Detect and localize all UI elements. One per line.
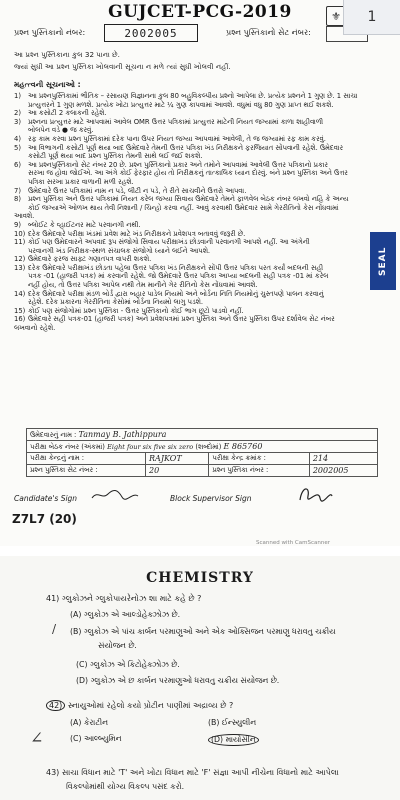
option-42-c[interactable]: (C) આલ્બ્યુમિન xyxy=(70,734,122,743)
instruction-line: નહીં હોય, તો ઉત્તર પત્રિકા આપેલ નથી તેમ માનીને ગેર રીતિનો કેસ નોંધવામાં આવશે. xyxy=(28,281,258,290)
instruction-line: 1) આ પ્રશ્નપુસ્તિકામાં ભૌતિક – રસાયણ વિજ્ઞાનના કુલ 80 બહુવિકલ્પીય પ્રશ્નો આપેલા છે. પ્રત્યેક પ્રશ્નને 1 ગુણ છે. 1 સાચા xyxy=(14,92,358,100)
margin-mark-icon: ∠ xyxy=(30,728,44,747)
page-count-line: આ પ્રશ્ન પુસ્તિકાના કુલ 32 પાના છે. xyxy=(14,50,120,59)
instruction-line xyxy=(14,333,358,342)
table-row xyxy=(27,429,378,441)
booklet-number-label: પ્રશ્ન પુસ્તિકાનો નંબર: xyxy=(14,28,86,37)
section-title: CHEMISTRY xyxy=(146,570,254,586)
candidate-sign-label: Candidate's Sign xyxy=(14,494,78,503)
instruction-line: 7) ઉમેદવારે ઉત્તર પત્રિકામાં નામ ન પડે, લીટી ન પડે, તે રીતે સાચવીને ઉત્તરો આપવા. xyxy=(14,186,247,195)
instruction-line: પ્રત્યુત્તરને 1 ગુણ મળશે. પ્રત્યેક ખોટા પ્રત્યુત્તર માટે ¼ ગુણ કાપવામાં આવશે. વધુમાં વધુ 80 ગુણ પ્રાપ્ત થઈ શકશે. xyxy=(28,100,334,109)
option-42-a[interactable]: (A) કેરાટીન xyxy=(70,718,108,727)
instruction-line: 4) રફ કામ કરવા પ્રશ્ન પુસ્તિકામાં દરેક પાના ઉપર નિયત જગ્યા આપવામાં આવેલી, તે જ જગ્યામાં રફ કામ કરવું. xyxy=(14,134,326,143)
option-42-b[interactable]: (B) ઈન્સ્યુલીન xyxy=(208,718,257,727)
instruction-line: 14) દરેક ઉમેદવારે પરીક્ષા મંડળ બોર્ડ દ્વારા બહાર પાડેલ નિયમો અને બોર્ડના નિતિ નિયમોનું ચુસ્તપણે પાલન કરવાનું xyxy=(14,289,324,298)
booklet-no: 2002005 xyxy=(312,466,349,475)
instruction-line: 10) દરેક ઉમેદવારે પરીક્ષા ખંડમાં પ્રવેશ માટે ખંડ નિરીક્ષકને પ્રવેશપત્ર બતાવવું જરૂરી છે. xyxy=(14,229,246,238)
page-gap xyxy=(0,546,400,556)
center-name: RAJKOT xyxy=(149,454,182,463)
instruction-line: 6) આ પ્રશ્નપુસ્તિકાનો સેટ નંબર 20 છે. પ્રશ્ન પુસ્તિકાનો પ્રકાર અને તમોને આપવામાં આવેલી ઉત્તર પત્રિકાનો પ્રકાર xyxy=(14,160,328,169)
candidate-details-table xyxy=(26,428,378,477)
option-41-b[interactable]: (B) ગ્લુકોઝ એ પાંચ કાર્બન પરમાણુઓ અને એક ઓક્સિજન પરમાણુ ધરાવતુ ચક્રીય xyxy=(70,627,336,636)
instructions-list xyxy=(14,92,358,350)
instruction-line: 12) ઉમેદવારે ફરજ સાફ્ટ ગણાતપત્ર વાપરી શકશે. xyxy=(14,255,152,264)
instruction-line: 5) આ વિભાગની કસોટી પૂર્ણ થયા બાદ ઉમેદવારે તેમની ઉત્તર પત્રિકા ખંડ નિરીક્ષકને ફરજિયાત સોંપવાની રહેશે. ઉમેદવાર xyxy=(14,143,344,152)
center-no: 214 xyxy=(312,454,329,463)
option-41-d[interactable]: (D) ગ્લુકોઝ એ છ કાર્બન પરમાણુઓ ધરાવતુ ચક્રીય સંયોજન છે. xyxy=(76,676,280,685)
seat-number: E 865760 xyxy=(223,441,263,451)
instruction-line: બોલપેન વડે ● જ કરવું. xyxy=(28,126,94,135)
instruction-line: 2) આ કસોટી 2 કલાકની રહેશે. xyxy=(14,109,107,118)
instruction-line: 13) દરેક ઉમેદવારે પરીક્ષાખંડ છોડતા પહેલા ઉત્તર પત્રિકા ખંડ નિરીક્ષકને સોંપી ઉત્તર પત્રિકા પરત કર્યાં બદલની સહી xyxy=(14,263,324,272)
instruction-line: પરવાનગી ખંડ નિરીક્ષક-સ્થળ સંચાલક સંજોગો ધ્યાને લઈને આપશે. xyxy=(28,246,211,255)
set-no: 20 xyxy=(149,466,160,475)
booklet-no-label: પ્રશ્ન પુસ્તિકા નંબર : xyxy=(212,466,269,474)
table-row xyxy=(27,453,378,465)
candidate-name: Tanmay B. Jathippura xyxy=(78,429,167,439)
seat-words: Eight four six five six zero xyxy=(107,442,194,451)
question-43-cont: વિકલ્પોમાંથી યોગ્ય વિકલ્પ પસંદ કરો. xyxy=(66,782,185,791)
question-42: 42) સ્નાયુઓમાં રહેલો કયો પ્રોટીન પાણીમાં અદ્રાવ્ય છે ? xyxy=(46,700,233,711)
center-no-label: પરીક્ષા કેન્દ્ર ક્રમાંક : xyxy=(212,454,266,462)
set-no-label: પ્રશ્ન પુસ્તિકા સેટ નંબર : xyxy=(30,466,98,474)
name-label: ઉમેદવારનું નામ : xyxy=(30,430,77,439)
center-name-label: પરીક્ષા કેન્દ્રનું નામ : xyxy=(30,454,85,462)
instruction-line: 8) પ્રશ્ન પુસ્તિકા અને ઉત્તર પત્રિકામાં નિયત કરેલ જગ્યા સિવાય ઉમેદવારે તેમને ફાળવેલ બેઠક નંબર લખવો નહિ કે અન્ય xyxy=(14,195,349,204)
instruction-line: રહેશે. દરેક પ્રકારના ગેરરીતિના કેસોમાં બોર્ડના નિયમો લાગુ પડશે. xyxy=(28,298,204,307)
scanner-watermark: Scanned with CamScanner xyxy=(256,540,330,546)
answer-mark-icon: / xyxy=(52,622,57,636)
option-42-d[interactable]: (D) માયોસીન xyxy=(208,734,259,746)
set-number-label: પ્રશ્ન પુસ્તિકાનો સેટ નંબર: xyxy=(226,28,311,37)
table-row xyxy=(27,465,378,477)
question-41: 41) ગ્લુકોઝને ગ્લુકોપાયરેનોઝ શા માટે કહે છે ? xyxy=(46,594,202,603)
instruction-line xyxy=(14,341,358,350)
seal-tab: SEAL xyxy=(370,232,396,290)
instruction-line: કસોટી પૂર્ણ થયા બાદ પ્રશ્ન પુસ્તિકા તેમની સાથે લઈ જઈ શકશે. xyxy=(28,152,203,161)
exam-title: GUJCET-PCG-2019 xyxy=(108,2,292,22)
supervisor-signature xyxy=(296,482,336,506)
option-41-a[interactable]: (A) ગ્લુકોઝ એ આલ્ડોહેક્ઝોઝ છે. xyxy=(70,610,181,619)
instruction-line: 3) પ્રશ્નના પ્રત્યુત્તર માટે આપવામાં આવેલ OMR ઉત્તર પત્રિકામાં પ્રત્યુત્તર માટેની નિયત જગ્યામાં કાળા શાહીવાળી xyxy=(14,117,324,126)
supervisor-sign-label: Block Supervisor Sign xyxy=(170,494,252,503)
instruction-line: સરખા જ હોવા જોઈએ. આ અંગે કોઈ ફેરફાર હોય તો નિરીક્ષકનું તાત્કાલિક ધ્યાન દોરવું. બંને પ્રશ્ન પુસ્તિકા અને ઉત્તર xyxy=(28,169,348,178)
paper-code: Z7L7 (20) xyxy=(12,512,77,526)
table-row xyxy=(27,441,378,453)
seat-label: પરીક્ષા બેઠક નંબર (અંકમાં) xyxy=(30,442,105,451)
open-instruction-line: જ્યાં સુધી આ પ્રશ્ન પુસ્તિકા ખોલવાની સૂચના ન મળે ત્યાં સુધી ખોલવી નહીં. xyxy=(14,62,231,71)
seat-words-label: (શબ્દોમાં) xyxy=(195,442,222,451)
instruction-line: કોઈ જગ્યાએ ઓળખ થાય તેવી નિશાની / ચિન્હો કરવા નહીં. આવું કરવાથી ઉમેદવાર સામે ગેરરીતિનો કેસ નોંધવામાં આવશે. xyxy=(14,203,339,221)
instruction-line: પત્રિકા સરખા પ્રકાર વાળાની મળી રહશે. xyxy=(28,177,134,186)
candidate-signature xyxy=(90,488,140,502)
page-indicator: 1 xyxy=(343,0,400,35)
instructions-title: મહત્ત્વની સૂચનાઓ : xyxy=(14,80,81,89)
instruction-line: 9) બ્લોઈટ કે વ્હાઈટનર માટે પરવાનગી નથી. xyxy=(14,220,141,229)
instruction-line: 11) કોઈ પણ ઉમેદવારને અપવાદ રૂપ સંજોગો સિવાય પરીક્ષાખંડ છોડવાની પરવાનગી આપશે નહીં. આ અંગેની xyxy=(14,238,310,247)
booklet-number: 2002005 xyxy=(104,24,198,42)
question-43: 43) સાચા વિધાન માટે 'T' અને ખોટા વિધાન માટે 'F' સંજ્ઞા આપી નીચેના વિધાનો માટે આપેલા xyxy=(46,768,339,777)
instruction-line: 15) કોઈ પણ સંજોગોમાં પ્રશ્ન પુસ્તિકા - ઉત્તર પુસ્તિકાનો કોઈ ભાગ છૂટો પાડવો નહીં. xyxy=(14,306,244,315)
instruction-line: 16) ઉમેદવારે સહી પત્રક-01 (હાજરી પત્રક) અને પ્રવેશપત્રમાં પ્રશ્ન પુસ્તિકા અને ઉત્તર પુસ્તિકા ઉપર દર્શાવેલ સેટ નંબર લખવાનો રહેશે. xyxy=(14,315,335,333)
instruction-line: પત્રક -01 (હાજરી પત્રક) માં કરવાની રહેશે. જો ઉમેદવારે ઉત્તર પત્રિકા આપ્યા બદલની સહી પત્રક -01 માં કરેલ xyxy=(28,272,329,281)
option-41-c[interactable]: (C) ગ્લુકોઝ એ કિટોહેક્ઝોઝ છે. xyxy=(76,660,180,669)
board-logo-icon: ⚜ xyxy=(326,6,346,26)
option-41-b-cont: સંયોજન છે. xyxy=(98,641,137,650)
